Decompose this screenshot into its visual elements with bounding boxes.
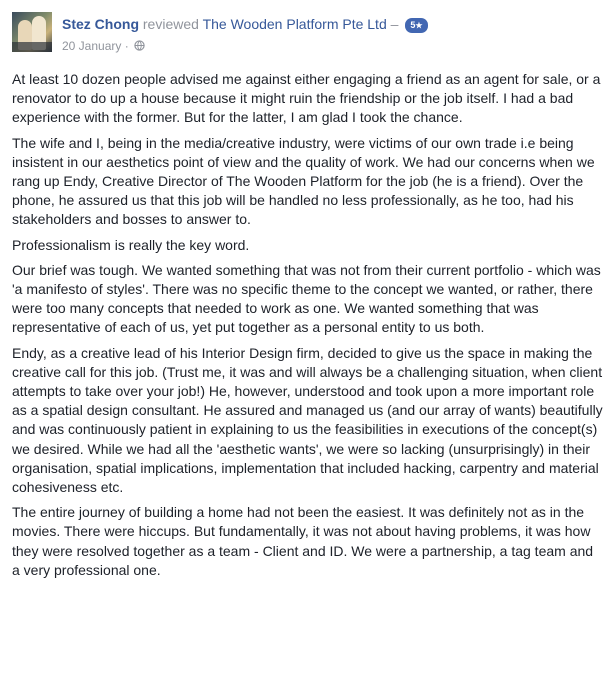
star-icon: ★ (415, 21, 423, 30)
review-paragraph: Our brief was tough. We wanted something that was not from their current portfolio - which was 'a manifesto of styles'. There was no specific theme to the concept we wanted, or rather, there were too many concepts that needed to work as one. We wanted something that was representative of each of us, yet put together as a personal entity to us both. (12, 261, 601, 336)
rating-value: 5 (410, 20, 416, 30)
reviewer-name-link[interactable]: Stez Chong (62, 16, 139, 32)
avatar[interactable] (12, 12, 52, 52)
review-verb: reviewed (142, 16, 199, 32)
review-paragraph: The entire journey of building a home had not been the easiest. It was definitely not as in the movies. There were hiccups. But fundamentally, it was not about having problems, it was how they were resolved together as a team - Client and ID. We were a partnership, a tag team and a very professional one. (12, 504, 594, 578)
review-body (12, 70, 604, 586)
header-line (62, 15, 428, 33)
post-header (0, 0, 613, 62)
review-paragraph: The wife and I, being in the media/creative industry, were victims of our own trade i.e being insistent in our aesthetics point of view and the quality of work. We had our concerns when we rang up Endy, Creative Director of The Wooden Platform for the job (he is a friend). Over the phone, he assured us that this job will be handled no less professionally, as he too, had his stakeholders and bosses to answer to. (12, 134, 595, 228)
post-date-link[interactable]: 20 January (62, 39, 122, 53)
meta-dot: · (124, 39, 129, 53)
rating-badge (405, 18, 427, 33)
page-name-link[interactable]: The Wooden Platform Pte Ltd (202, 16, 387, 32)
review-paragraph: Endy, as a creative lead of his Interior Design firm, decided to give us the space in making the creative call for this job. (Trust me, it was and will always be a challenging situation, when client attempts to take over your job!) He, however, understood and took upon a more important role as a spatial design consultant. He assured and managed us (and our array of wants) beautifully and was continuously patient in explaining to us the feasibilities in executions of the concept(s) we desired. While we had all the 'aesthetic wants', we were so lacking (unsurprisingly) in their organisation, spatial implications, implementation that included hacking, carpentry and material cohesiveness etc. (12, 344, 603, 496)
review-paragraph: At least 10 dozen people advised me against either engaging a friend as an agent for sale, or a renovator to do up a house because it might ruin the friendship or the job itself. I had a bad experience with the former. But for the latter, I am glad I took the chance. (12, 71, 601, 126)
avatar-shade (12, 42, 52, 52)
post-meta (62, 38, 145, 55)
globe-icon[interactable] (134, 39, 145, 55)
review-paragraph: Professionalism is really the key word. (12, 236, 250, 253)
separator: – (390, 16, 399, 32)
